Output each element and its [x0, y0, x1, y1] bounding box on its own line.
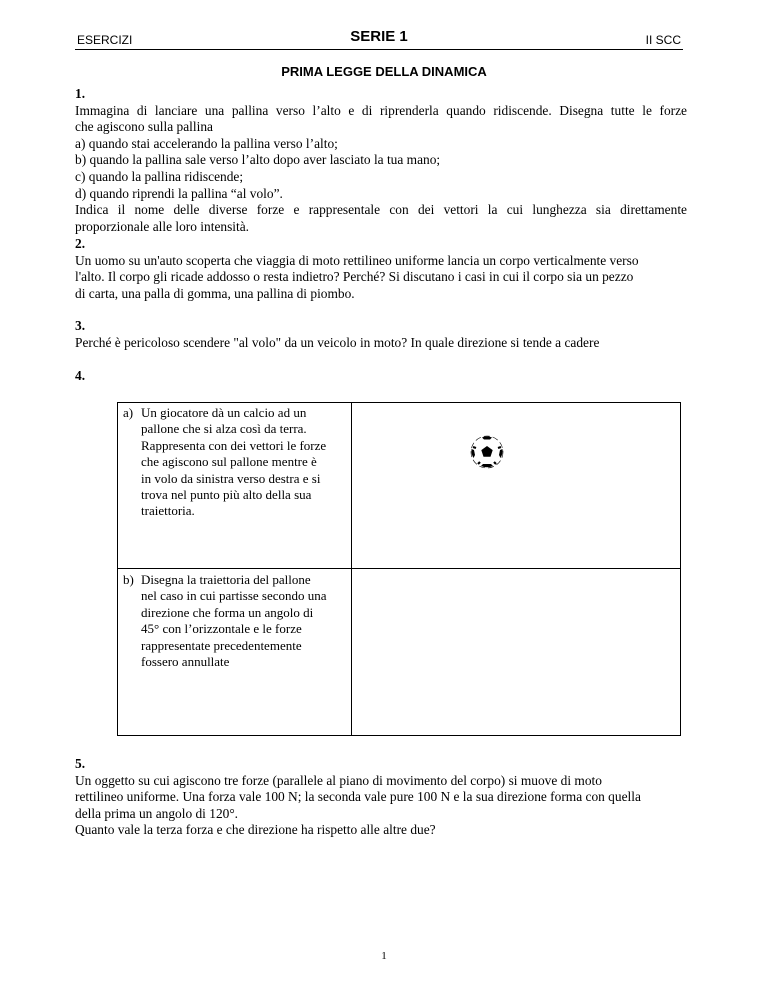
exercise-2 [75, 236, 687, 302]
exercise-text: di carta, una palla di gomma, una pallina di piombo. [75, 285, 355, 301]
page-header [75, 27, 683, 50]
exercise-text: a) quando stai accelerando la pallina verso l’alto; [75, 135, 338, 151]
exercise-text: Un uomo su un'auto scoperta che viaggia di moto rettilineo uniforme lancia un corpo verticalmente verso [75, 252, 639, 268]
table-text: in volo da sinistra verso destra e si [141, 470, 321, 486]
table-text: direzione che forma un angolo di [141, 604, 314, 620]
exercise-text: proporzionale alle loro intensità. [75, 218, 250, 234]
exercise-3 [75, 318, 687, 351]
soccer-ball-icon [470, 435, 504, 469]
exercise-text: rettilineo uniforme. Una forza vale 100 N; la seconda vale pure 100 N e la sua direzione forma con quella [75, 789, 641, 805]
exercise-number: 3. [75, 318, 86, 333]
table-divider [351, 403, 352, 735]
page-number: 1 [381, 950, 387, 962]
exercise-number: 4. [75, 368, 86, 383]
exercise-1 [75, 86, 687, 235]
table-text: Rappresenta con dei vettori le forze [141, 437, 327, 453]
header-left: ESERCIZI [77, 33, 133, 47]
exercise-text: Immagina di lanciare una pallina verso l’alto e di riprenderla quando ridiscende. Disegna tutte le forze [75, 102, 687, 118]
exercise-text: d) quando riprendi la pallina “al volo”. [75, 185, 283, 201]
table-cell-a-text [123, 405, 343, 520]
header-right: II SCC [645, 33, 681, 47]
header-center: SERIE 1 [350, 28, 408, 45]
table-text: Un giocatore dà un calcio ad un [141, 405, 307, 420]
exercise-text: della prima un angolo di 120°. [75, 805, 239, 821]
exercise-text: Indica il nome delle diverse forze e rappresentale con dei vettori la cui lunghezza sia direttamente [75, 202, 687, 218]
exercise-number: 5. [75, 756, 86, 771]
table-text: pallone che si alza così da terra. [141, 421, 307, 437]
table-text: fossero annullate [141, 654, 230, 670]
table-cell-b-text [123, 572, 343, 670]
exercise-number: 2. [75, 236, 86, 251]
table-text: nel caso in cui partisse secondo una [141, 588, 327, 604]
exercise-4-table [117, 402, 681, 736]
exercise-5 [75, 756, 687, 839]
table-text: Disegna la traiettoria del pallone [141, 572, 311, 587]
exercise-text: Perché è pericoloso scendere "al volo" da un veicolo in moto? In quale direzione si tende a cadere [75, 334, 600, 350]
table-divider [118, 568, 680, 569]
page-title: PRIMA LEGGE DELLA DINAMICA [281, 64, 487, 79]
table-text: rappresentate precedentemente [141, 637, 302, 653]
exercise-text: c) quando la pallina ridiscende; [75, 168, 244, 184]
exercise-number: 1. [75, 86, 86, 101]
table-text: che agiscono sul pallone mentre è [141, 454, 317, 470]
item-label: b) [123, 572, 134, 587]
table-text: traiettoria. [141, 503, 195, 519]
exercise-text: l'alto. Il corpo gli ricade addosso o resta indietro? Perché? Si discutano i casi in cui il corpo sia un pezzo [75, 269, 634, 285]
exercise-4 [75, 368, 687, 385]
item-label: a) [123, 405, 134, 420]
exercise-text: che agiscono sulla pallina [75, 119, 213, 135]
exercise-text: Un oggetto su cui agiscono tre forze (parallele al piano di movimento del corpo) si muove di moto [75, 772, 602, 788]
table-text: trova nel punto più alto della sua [141, 487, 312, 503]
exercise-text: Quanto vale la terza forza e che direzione ha rispetto alle altre due? [75, 822, 436, 838]
exercise-text: b) quando la pallina sale verso l’alto dopo aver lasciato la tua mano; [75, 152, 441, 168]
table-text: 45° con l’orizzontale e le forze [141, 621, 302, 637]
